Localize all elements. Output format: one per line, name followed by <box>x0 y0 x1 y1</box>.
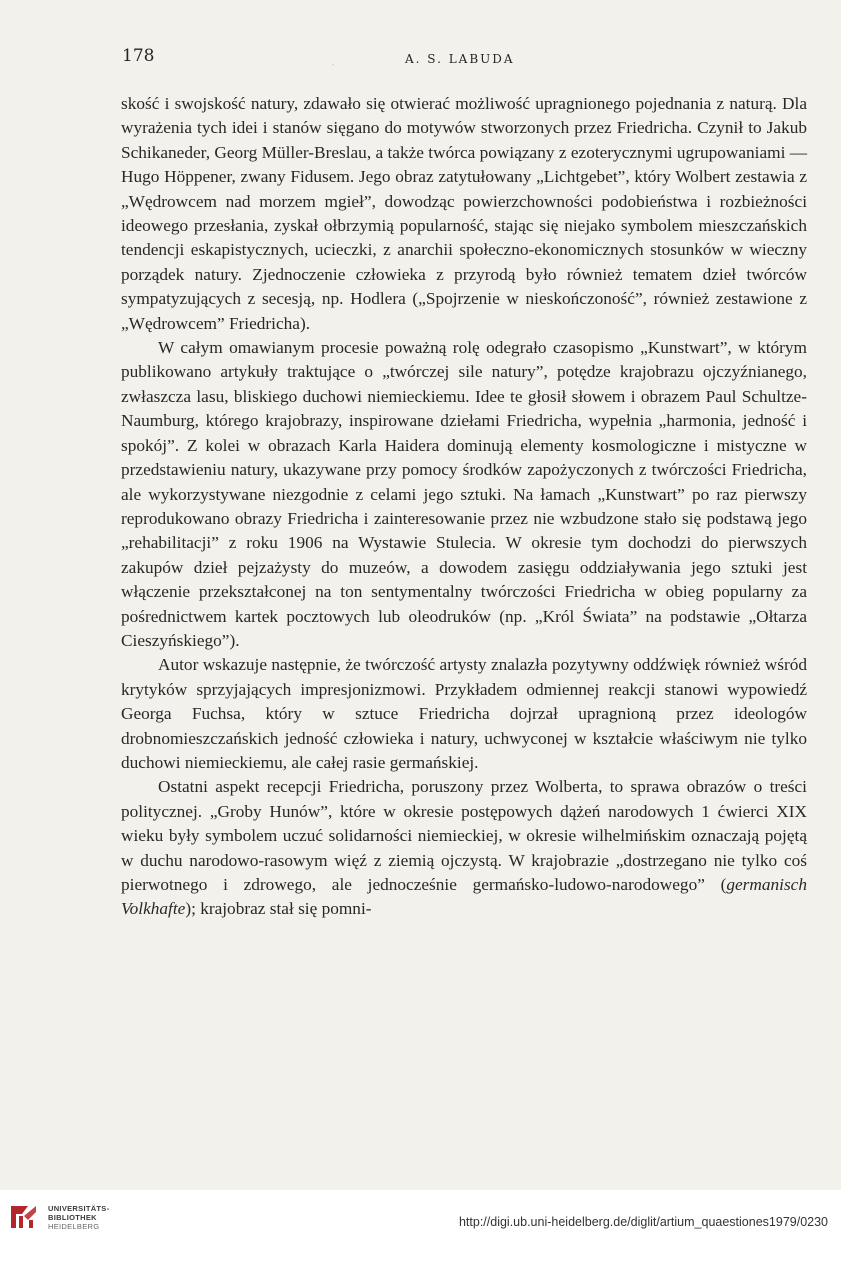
paragraph <box>121 336 807 653</box>
library-name-line: BIBLIOTHEK <box>48 1212 97 1222</box>
text-run: skość i swojskość natury, zdawało się otwierać możliwość upragnionego pojednania z naturą. Dla wyrażenia tych idei i stanów sięgano do motywów stworzonych przez Friedricha. Czynił to Jakub Schikaneder, Georg Müller-Breslau, a także twórca powiązany z ezoterycznymi ugrupowaniami — Hugo Höppener, zwany Fidusem. Jego obraz zatytułowany „Lichtgebet”, który Wolbert zestawia z „Wędrowcem nad morzem mgieł”, dowodząc powierzchowności podobieństwa i rozbieżności ideowego przesłania, zyskał ołbrzymią popularność, stając się niejako symbolem mieszczańskich tendencji eskapistycznych, ucieczki, z anarchii społeczno-ekonomicznych stosunków w wieczny porządek natury. Zjednoczenie człowieka z przyrodą było również tematem dzieł twórców sympatyzujących z secesją, np. Hodlera („Spojrzenie w nieskończoność”, również zestawione z „Wędrowcem” Friedricha). <box>121 94 807 333</box>
text-run: Autor wskazuje następnie, że twórczość artysty znalazła pozytywny oddźwięk również wśród krytyków sprzyjających impresjonizmowi. Przykładem odmiennej reakcji stanowi wypowiedź Georga Fuchsa, który w sztuce Friedricha dojrzał upragnioną przez ideologów drobnomieszczańskich jedność człowieka i natury, uchwyconej w kształcie właściwym nie tylko duchowi niemieckiemu, ale całej rasie germańskiej. <box>121 655 807 772</box>
text-run: Ostatni aspekt recepcji Friedricha, poruszony przez Wolberta, to sprawa obrazów o treści politycznej. „Groby Hunów”, które w okresie postępowych dążeń narodowych 1 ćwierci XIX wieku były symbolem uczuć solidarności niemieckiej, w okresie wilhelmińskim oznaczają pojętą w duchu narodowo-rasowym więź z ziemią ojczystą. W krajobrazie „dostrzegano nie tylko coś pierwotnego i zdrowego, ale jednocześnie germańsko-ludowo-narodowego” ( <box>121 777 807 894</box>
body-text <box>121 92 807 922</box>
library-logo[interactable] <box>10 1202 109 1232</box>
italic-phrase: germanisch Volkhafte <box>121 875 807 919</box>
paragraph <box>121 92 807 336</box>
text-run: ); krajobraz stał się pomni- <box>185 899 372 919</box>
library-name-line: UNIVERSITÄTS- <box>48 1203 110 1213</box>
viewer-footer <box>0 1190 841 1263</box>
bleed-through-text: · <box>330 58 336 73</box>
running-head: A. S. LABUDA <box>405 52 515 66</box>
ub-heidelberg-logo-icon <box>10 1202 40 1232</box>
library-name-line: HEIDELBERG <box>48 1221 100 1231</box>
text-run: W całym omawianym procesie poważną rolę odegrało czasopismo „Kunstwart”, w którym publikowano artykuły traktujące o „twórczej sile natury”, potędze krajobrazu ojczyźnianego, zwłaszcza lasu, bliskiego duchowi niemieckiemu. Idee te głosił słowem i obrazem Paul Schultze-Naumburg, którego krajobrazy, inspirowane dziełami Friedricha, wypełnia „harmonia, jedność i spokój”. Z kolei w obrazach Karla Haidera dominują elementy kosmologiczne i mistyczne w przedstawieniu natury, ukazywane przy pomocy środków zapożyczonych z twórczości Friedricha, ale wykorzystywane niezgodnie z celami jego sztuki. Na łamach „Kunstwart” po raz pierwszy reprodukowano obrazy Friedricha i zainteresowanie przez nie wzbudzone stało się podstawą jego „rehabilitacji” z roku 1906 na Wystawie Stulecia. W okresie tym dochodzi do pierwszych zakupów dzieł pejzażysty do muzeów, a dowodem zasięgu oddziaływania jego sztuki jest włączenie przekształconej na ton sentymentalny twórczości Friedricha w obieg popularny za pośrednictwem kartek pocztowych lub oleodruków (np. „Król Świata” na podstawie „Ołtarza Cieszyńskiego”). <box>121 338 807 650</box>
paragraph <box>121 653 807 775</box>
library-name <box>48 1204 109 1231</box>
permalink-url[interactable]: http://digi.ub.uni-heidelberg.de/diglit/artium_quaestiones1979/0230 <box>458 1215 828 1229</box>
paragraph <box>121 775 807 921</box>
page-number: 178 <box>122 46 155 66</box>
